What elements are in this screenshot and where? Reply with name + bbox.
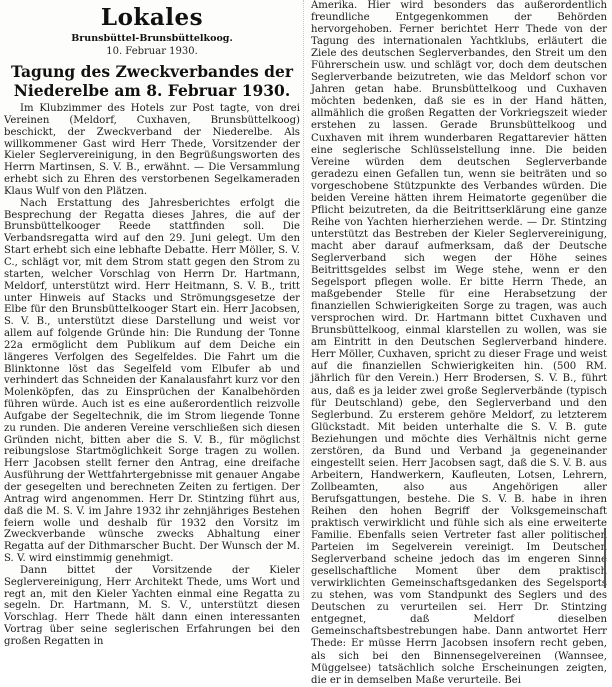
left-column xyxy=(4,0,300,648)
date: 10. Februar 1930. xyxy=(106,46,198,57)
paragraph: Nach Erstattung des Jahresberichtes erfolgt die Besprechung der Regatta dieses Jahres, die auf der Brunsbüttelkooger Reede stattfinden soll. Die Verbandsregatta wird auf den 29. Juni gelegt. Um den Start erhebt sich eine lebhafte Debatte. Herr Möller, S. V. C., schlägt vor, mit dem Strom statt gegen den Strom zu starten, welcher Vorschlag von Herrn Dr. Hartmann, Meldorf, unterstützt wird. Herr Heitmann, S. V. B., tritt unter Hinweis auf Stacks und Strömungsgesetze der Elbe für den Brunsbüttelkooger Start ein. Herr Jacobsen, S. V. B., unterstützt diese Darstellung und weist vor allem auf folgende Gründe hin: Die Rundung der Tonne 22a ermöglicht dem Publikum auf dem Deiche ein längeres Verfolgen des Segelfeldes. Die Fahrt um die Blinktonne löst das Segelfeld vom Elbufer ab und verhindert das Schneiden der Kanalausfahrt kurz vor den Molenköpfen, das zu Einsprüchen der Kanalbehörden führen würde. Auch ist es eine außerordentlich reizvolle Aufgabe der Segeltechnik, die im Strom liegende Tonne zu runden. Die anderen Vereine verschließen sich diesen Gründen nicht, bitten aber die S. V. B., für möglichst reibungslose Startmöglichkeit Sorge tragen zu wollen. Herr Jacobsen stellt ferner den Antrag, eine dreifache Ausführung der Wettfahrtergebnisse mit genauer Angabe der gesegelten und berechneten Zeiten zu fertigen. Der Antrag wird angenommen. Herr Dr. Stintzing führt aus, daß die M. S. V. im Jahre 1932 ihr zehnjähriges Bestehen feiern wolle und deshalb für 1932 den Vorsitz im Zweckverbande wünsche zwecks Abhaltung einer Regatta auf der Dithmarscher Bucht. Der Wunsch der M. S. V. wird einstimmig genehmigt. xyxy=(4,197,300,565)
section-title: Lokales xyxy=(100,4,204,31)
scan-edge-mark xyxy=(604,528,609,588)
paragraph: Im Klubzimmer des Hotels zur Post tagte, von drei Vereinen (Meldorf, Cuxhaven, Brunsbüttelkoog) beschickt, der Zweckverband der Niederelbe. Als willkommener Gast wird Herr Thede, Vorsitzender der Kieler Seglervereinigung, in den Begrüßungsworten des Herrn Martinsen, S. V. B., erwähnt. — Die Versammlung erhebt sich zu Ehren des verstorbenen Segelkameraden Klaus Wulf von den Plätzen. xyxy=(4,103,300,197)
paragraph: Dann bittet der Vorsitzende der Kieler Seglervereinigung, Herr Architekt Thede, ums Wort und regt an, mit den Kieler Yachten einmal eine Regatta zu segeln. Dr. Hartmann, M. S. V., unterstützt diesen Vorschlag. Herr Thede hält dann einen interessanten Vortrag über seine seglerischen Erfahrungen bei den großen Regatten in xyxy=(4,564,300,647)
article-body-right xyxy=(311,0,607,687)
dateline: Brunsbüttel-Brunsbüttelkoog. xyxy=(71,33,233,44)
right-column xyxy=(311,0,607,687)
paragraph: Amerika. Hier wird besonders das außerordentlich freundliche Entgegenkommen der Behörden hervorgehoben. Ferner berichtet Herr Thede von der Tagung des internationalen Yachtklubs, erläutert die Ziele des deutschen Seglerverbandes, den Streit um den Führerschein usw. und schlägt vor, doch dem deutschen Seglerverbande beizutreten, wie das Meldorf schon vor Jahren getan habe. Brunsbüttelkoog und Cuxhaven möchten bedenken, daß sie es in der Hand hätten, allmählich die großen Regatten der Vorkriegszeit wieder erstehen zu lassen. Gerade Brunsbüttelkoog und Cuxhaven mit ihrem wunderbaren Regattarevier hätten eine seglerische Schlüsselstellung inne. Die beiden Vereine würden dem deutschen Seglerverbande geradezu einen Gefallen tun, wenn sie beiträten und so vorgeschobene Stützpunkte des Verbandes würden. Die beiden Vereine hätten ihrem Heimatorte gegenüber die Pflicht beizutreten, da die Beitrittserklärung eine ganze Reihe von Yachten hierherziehen werde. — Dr. Stintzing unterstützt das Bestreben der Kieler Seglervereinigung, macht aber darauf aufmerksam, daß der Deutsche Seglerverband sich wegen der Höhe seines Beitrittsgeldes selbst im Wege stehe, wenn er den Segelsport pflegen wolle. Er bitte Herrn Thede, an maßgebender Stelle für eine Herabsetzung der finanziellen Schwierigkeiten Sorge zu tragen, was auch versprochen wird. Dr. Hartmann bittet Cuxhaven und Brunsbüttelkoog, einmal klarstellen zu wollen, was sie am Eintritt in den Deutschen Seglerverband hindere. Herr Möller, Cuxhaven, spricht zu dieser Frage und weist auf die finanziellen Schwierigkeiten hin. (500 RM. jährlich für den Verein.) Herr Brodersen, S. V. B., führt aus, daß es ja leider zwei große Seglerverbände (typisch für Deutschland) gebe, den Seglerverband und den Seglerbund. Zu ersterem gehöre Meldorf, zu letzterem Glückstadt. Mit beiden unterhalte die S. V. B. gute Beziehungen und möchte dies Verhältnis nicht gerne zerstören, da Bund und Verband ja gegeneinander eingestellt seien. Herr Jacobsen sagt, daß die S. V. B. aus Arbeitern, Handwerkern, Kaufleuten, Lotsen, Lehrern, Zollbeamten, also aus Angehörigen aller Berufsgattungen, bestehe. Die S. V. B. habe in ihren Reihen den hohen Begriff der Volksgemeinschaft praktisch verwirklicht und fühle sich als eine erweiterte Familie. Ebenfalls seien Vertreter fast aller politischen Parteien im Segelverein vereinigt. Im Deutschen Seglerverband scheine jedoch das im engeren Sinne gesellschaftliche Moment über dem praktisch verwirklichten Gemeinschaftsgedanken des Segelsports zu stehen, was vom Standpunkt des Seglers und des Deutschen zu verurteilen sei. Herr Dr. Stintzing entgegnet, daß Meldorf dieselben Gemeinschaftsbestrebungen habe. Dann antwortet Herr Thede: Er müsse Herrn Jacobsen insofern recht geben, als sich bei den Binnensegelvereinen (Wannsee, Müggelsee) tatsächlich solche Erscheinungen zeigten, die er in demselben Maße verurteile. Bei xyxy=(311,0,607,686)
article-body-left xyxy=(4,103,300,648)
column-divider xyxy=(303,0,305,600)
article-headline: Tagung des Zweckverbandes der Niederelbe am 8. Februar 1930. xyxy=(10,62,294,100)
